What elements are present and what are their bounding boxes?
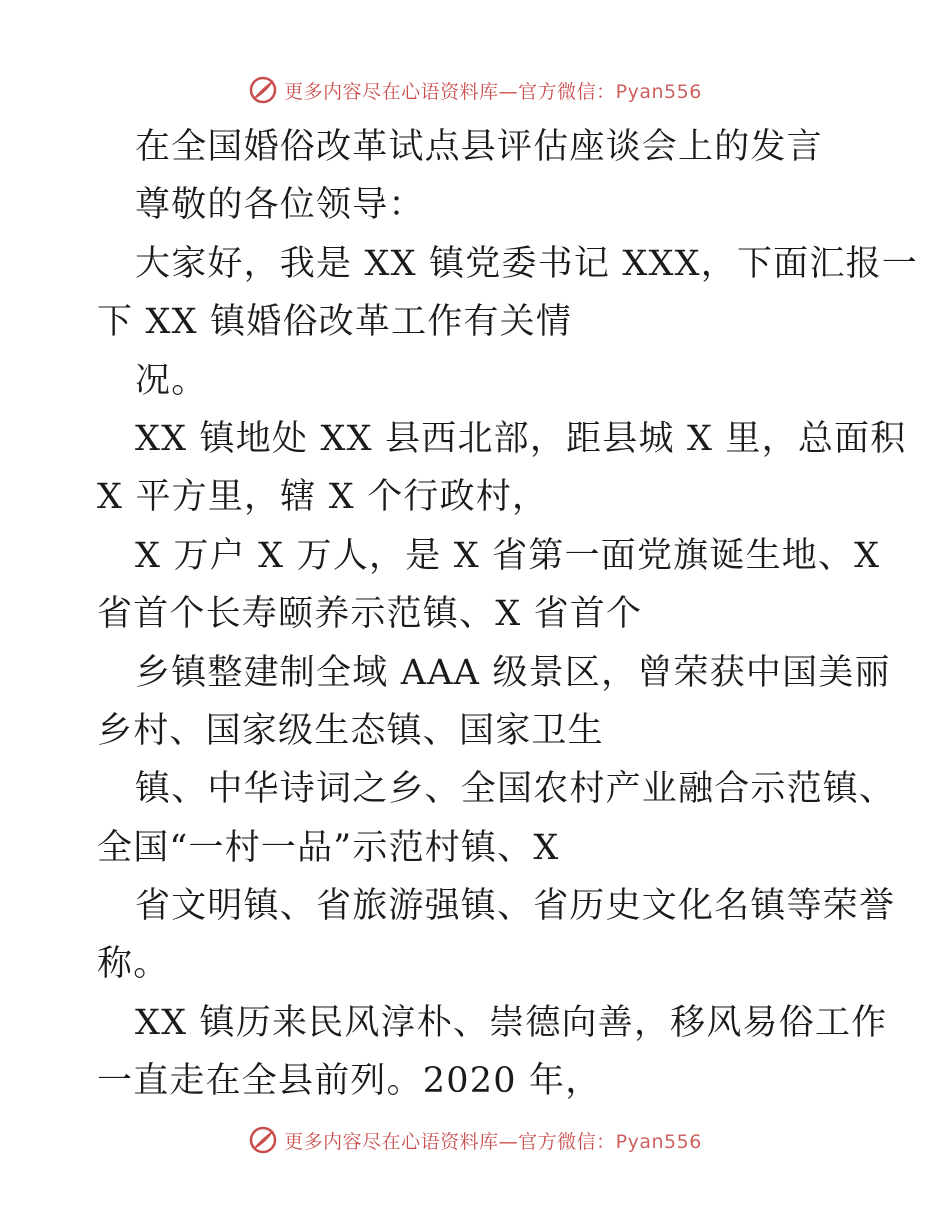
paragraph-line: XX 镇地处 XX 县西北部，距县城 X 里，总面积 <box>135 418 907 459</box>
paragraph-line: 大家好，我是 XX 镇党委书记 XXX，下面汇报一 <box>135 243 918 284</box>
salutation: 尊敬的各位领导： <box>135 185 425 226</box>
quill-pen-icon <box>248 75 278 105</box>
watermark-text: 更多内容尽在心语资料库—官方微信：Pyan556 <box>284 80 702 103</box>
quill-pen-icon <box>248 1125 278 1155</box>
paragraph-line: 况。 <box>135 360 208 401</box>
paragraph-line: 下 XX 镇婚俗改革工作有关情 <box>97 302 573 343</box>
watermark-text: 更多内容尽在心语资料库—官方微信：Pyan556 <box>284 1130 702 1153</box>
paragraph-line: 省文明镇、省旅游强镇、省历史文化名镇等荣誉 <box>135 886 896 927</box>
paragraph-line: 全国“一村一品”示范村镇、X <box>97 827 560 868</box>
watermark-header <box>0 73 950 107</box>
paragraph-line: 乡村、国家级生态镇、国家卫生 <box>97 710 604 751</box>
paragraph-line: 省首个长寿颐养示范镇、X 省首个 <box>97 594 643 635</box>
document-title: 在全国婚俗改革试点县评估座谈会上的发言 <box>135 127 823 167</box>
paragraph-line: X 平方里，辖 X 个行政村， <box>97 477 549 518</box>
paragraph-line: 镇、中华诗词之乡、全国农村产业融合示范镇、 <box>135 769 896 810</box>
watermark-footer <box>0 1123 950 1157</box>
document-body <box>97 118 918 1111</box>
paragraph-line: 称。 <box>97 944 170 985</box>
paragraph-line: X 万户 X 万人，是 X 省第一面党旗诞生地、X <box>135 535 881 576</box>
paragraph-line: XX 镇历来民风淳朴、崇德向善，移风易俗工作 <box>135 1002 888 1043</box>
paragraph-line: 乡镇整建制全域 AAA 级景区，曾荣获中国美丽 <box>135 652 891 693</box>
paragraph-line: 一直走在全县前列。2020 年， <box>97 1061 602 1102</box>
